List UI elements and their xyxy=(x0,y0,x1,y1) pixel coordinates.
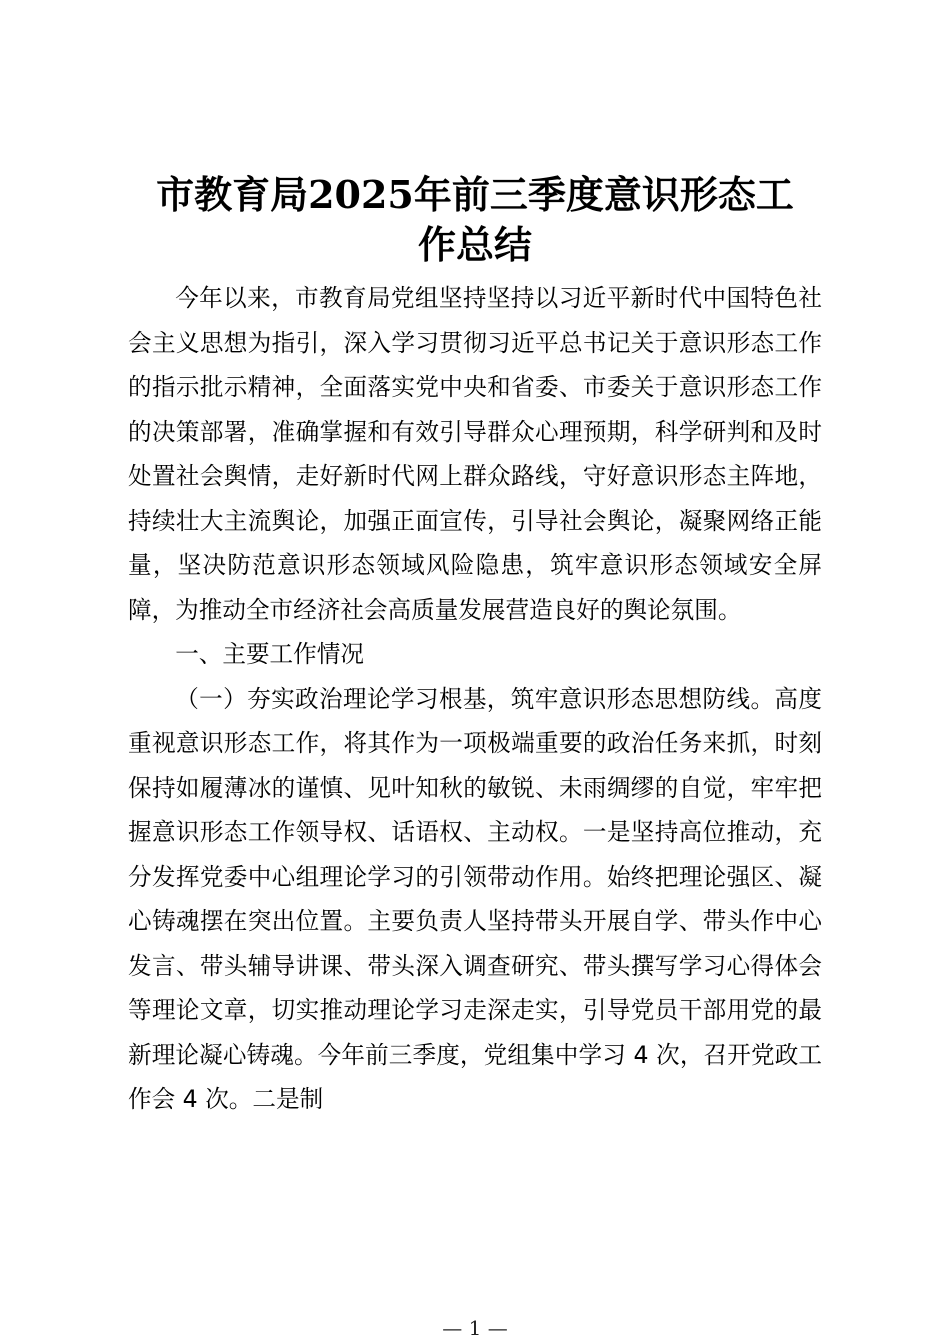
document-title-line-2: 作总结 xyxy=(417,222,532,267)
page-number: — 1 — xyxy=(442,1316,508,1340)
document-body xyxy=(128,276,822,1122)
subsection-paragraph: （一）夯实政治理论学习根基，筑牢意识形态思想防线。高度重视意识形态工作，将其作为一项极端重要的政治任务来抓，时刻保持如履薄冰的谨慎、见叶知秋的敏锐、未雨绸缪的自觉，牢牢把握意识形态工作领导权、话语权、主动权。一是坚持高位推动，充分发挥党委中心组理论学习的引领带动作用。始终把理论强区、凝心铸魂摆在突出位置。主要负责人坚持带头开展自学、带头作中心发言、带头辅导讲课、带头深入调查研究、带头撰写学习心得体会等理论文章，切实推动理论学习走深走实，引导党员干部用党的最新理论凝心铸魂。今年前三季度，党组集中学习 4 次，召开党政工作会 4 次。二是制 xyxy=(128,684,822,1113)
intro-paragraph: 今年以来，市教育局党组坚持坚持以习近平新时代中国特色社会主义思想为指引，深入学习贯彻习近平总书记关于意识形态工作的指示批示精神，全面落实党中央和省委、市委关于意识形态工作的决策部署，准确掌握和有效引导群众心理预期，科学研判和及时处置社会舆情，走好新时代网上群众路线，守好意识形态主阵地，持续壮大主流舆论，加强正面宣传，引导社会舆论，凝聚网络正能量，坚决防范意识形态领域风险隐患，筑牢意识形态领域安全屏障，为推动全市经济社会高质量发展营造良好的舆论氛围。 xyxy=(128,284,822,624)
section-heading: 一、主要工作情况 xyxy=(175,640,364,668)
document-title-line-1: 市教育局2025年前三季度意识形态工 xyxy=(156,172,794,217)
